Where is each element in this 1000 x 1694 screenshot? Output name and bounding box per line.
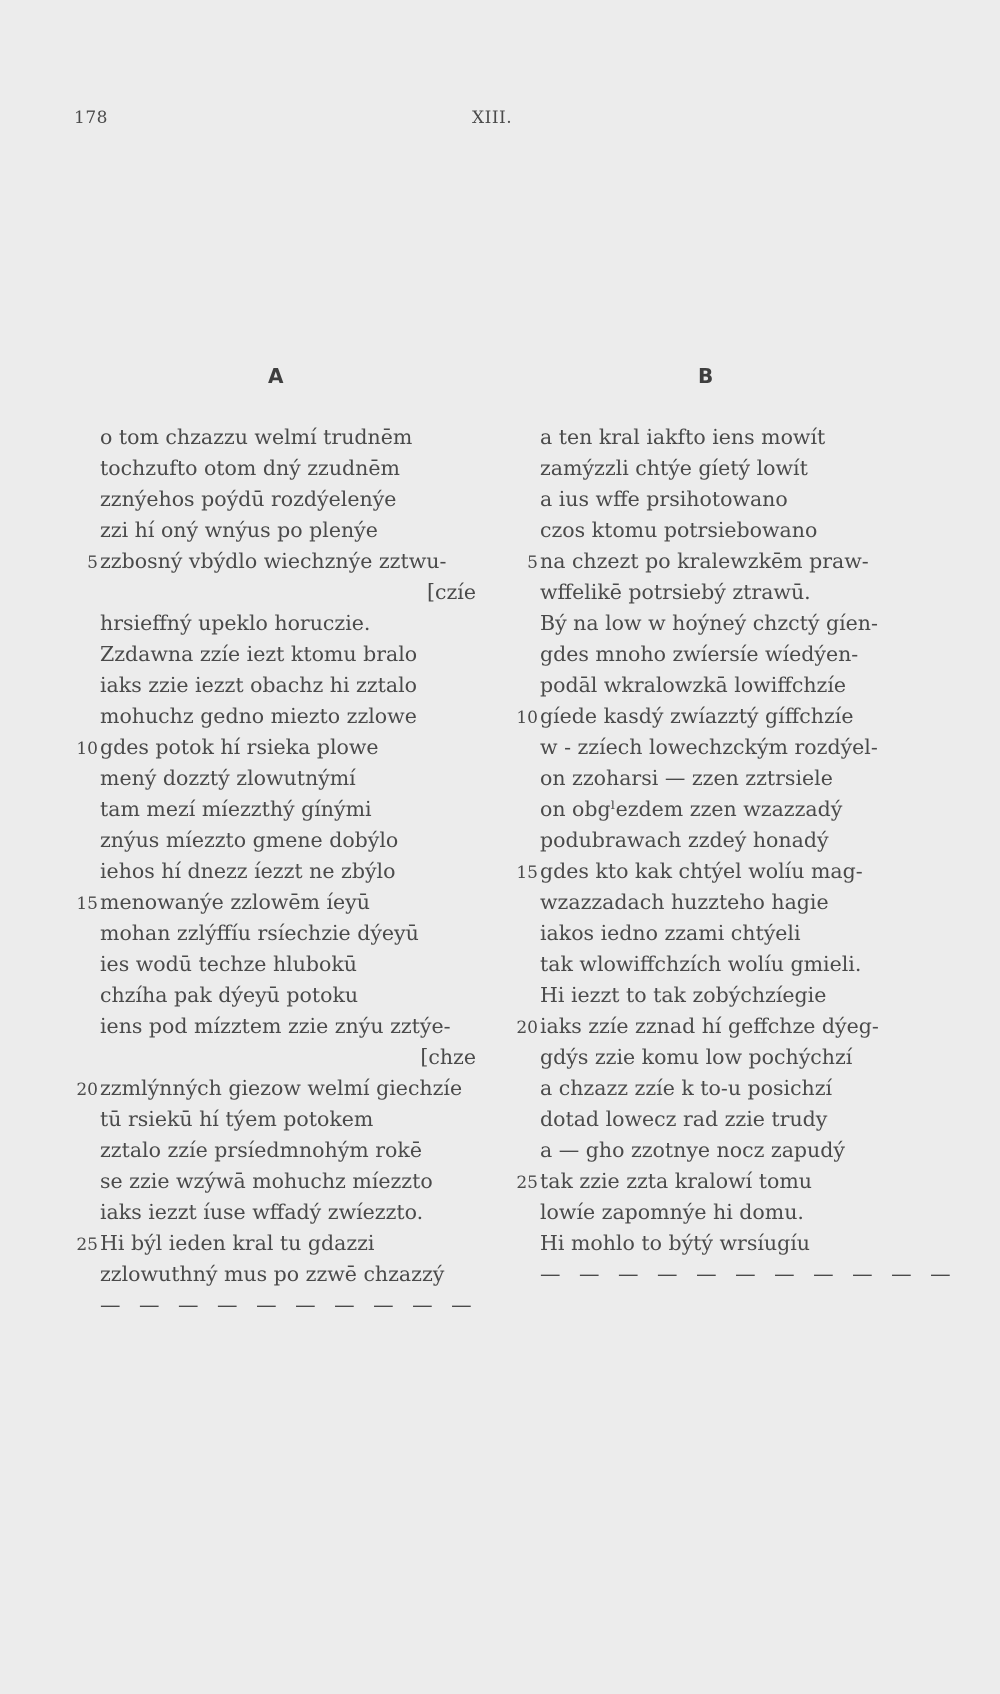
verse-text: w - zzíech lowechzckým rozdýel- (540, 735, 878, 759)
verse-line (60, 1011, 480, 1042)
verse-line (500, 1011, 930, 1042)
verse-line (500, 1135, 930, 1166)
verse-line (60, 1042, 480, 1073)
verse-text: gdýs zzie komu low pochýchzí (540, 1045, 853, 1069)
verse-text: — — — — — — — — — — — (540, 1262, 957, 1286)
verse-line (60, 639, 480, 670)
line-number: 5 (87, 553, 98, 573)
verse-text: iens pod mízztem zzie znýu zztýe- (100, 1014, 451, 1038)
verse-line (60, 1166, 480, 1197)
line-number: 10 (76, 739, 98, 759)
verse-line (500, 1073, 930, 1104)
verse-line (60, 949, 480, 980)
verse-line (500, 1166, 930, 1197)
line-number: 25 (76, 1235, 98, 1255)
verse-line (500, 1104, 930, 1135)
line-number: 5 (527, 553, 538, 573)
verse-text: hrsieffný upeklo horuczie. (100, 611, 371, 635)
verse-line (60, 856, 480, 887)
verse-text: gdes potok hí rsieka plowe (100, 735, 379, 759)
verse-line (500, 608, 930, 639)
verse-line (500, 639, 930, 670)
verse-line (500, 763, 930, 794)
verse-line (60, 608, 480, 639)
verse-text: wzazzadach huzzteho hagie (540, 890, 829, 914)
verse-line (60, 1135, 480, 1166)
verse-line (60, 577, 480, 608)
verse-line (500, 1197, 930, 1228)
verse-text: Hi iezzt to tak zobýchzíegie (540, 983, 827, 1007)
verse-line (500, 887, 930, 918)
verse-text: zzi hí oný wnýus po plenýe (100, 518, 378, 542)
verse-text: iaks zzie iezzt obachz hi zztalo (100, 673, 418, 697)
verse-text: gdes mnoho zwíersíe wíedýen- (540, 642, 859, 666)
verse-text: ies wodū techze hlubokū (100, 952, 358, 976)
verse-line (60, 1228, 480, 1259)
verse-line (500, 515, 930, 546)
line-number: 20 (76, 1080, 98, 1100)
verse-line (60, 1197, 480, 1228)
verse-line (60, 670, 480, 701)
verse-line (500, 453, 930, 484)
verse-text: mohuchz gedno miezto zzlowe (100, 704, 417, 728)
line-number: 15 (76, 894, 98, 914)
line-number: 10 (516, 708, 538, 728)
verse-line (60, 484, 480, 515)
verse-text: se zzie wzýwā mohuchz míezzto (100, 1169, 433, 1193)
verse-line (500, 856, 930, 887)
verse-text: Hi mohlo to býtý wrsíugíu (540, 1231, 810, 1255)
verse-text: dotad lowecz rad zzie trudy (540, 1107, 828, 1131)
verse-text: znýus míezzto gmene dobýlo (100, 828, 399, 852)
verse-line (500, 980, 930, 1011)
verse-text: mohan zzlýffíu rsíechzie dýeyū (100, 921, 419, 945)
verse-text: podāl wkralowzkā lowiffchzíe (540, 673, 847, 697)
verse-text: Zzdawna zzíe iezt ktomu bralo (100, 642, 418, 666)
verse-text: na chzezt po kralewzkēm praw- (540, 549, 869, 573)
verse-text: chzíha pak dýeyū potoku (100, 983, 359, 1007)
verse-text: tam mezí míezzthý gínými (100, 797, 372, 821)
verse-line (60, 1290, 480, 1321)
verse-line (500, 484, 930, 515)
verse-line (60, 1259, 480, 1290)
line-number: 25 (516, 1173, 538, 1193)
verse-text: iaks iezzt íuse wffadý zwíezzto. (100, 1200, 424, 1224)
verse-text: tak wlowiffchzích wolíu gmieli. (540, 952, 862, 976)
column-b-text (500, 422, 957, 1290)
verse-text: Bý na low w hoýneý chzctý gíen- (540, 611, 878, 635)
verse-text: zzlowuthný mus po zzwē chzazzý (100, 1262, 445, 1286)
verse-text: on zzoharsi — zzen zztrsiele (540, 766, 833, 790)
column-a-text (60, 422, 480, 1321)
verse-line (60, 453, 480, 484)
verse-text: zamýzzli chtýe gíetý lowít (540, 456, 808, 480)
verse-line (60, 701, 480, 732)
verse-text: zznýehos poýdū rozdýelenýe (100, 487, 397, 511)
verse-text: Hi býl ieden kral tu gdazzi (100, 1231, 375, 1255)
verse-line (500, 1228, 930, 1259)
verse-line (60, 1073, 480, 1104)
verse-text: zztalo zzíe prsíedmnohým rokē (100, 1138, 422, 1162)
verse-text: a — gho zzotnye nocz zapudý (540, 1138, 845, 1162)
verse-text: tochzufto otom dný zzudnēm (100, 456, 400, 480)
verse-text: mený dozztý zlowutnýmí (100, 766, 356, 790)
verse-text: iaks zzíe zznad hí geffchze dýeg- (540, 1014, 879, 1038)
verse-line (500, 1259, 957, 1290)
verse-text: [czíe (427, 580, 476, 604)
verse-text: menowanýe zzlowēm íeyū (100, 890, 370, 914)
verse-line (500, 949, 930, 980)
verse-text: a ius wffe prsihotowano (540, 487, 788, 511)
verse-line (500, 1042, 930, 1073)
verse-line (60, 422, 480, 453)
verse-text: o tom chzazzu welmí trudnēm (100, 425, 413, 449)
verse-line (60, 918, 480, 949)
column-b-heading: B (698, 364, 714, 388)
verse-text: — — — — — — — — — — (100, 1293, 478, 1317)
verse-line (60, 546, 480, 577)
verse-text: zzbosný vbýdlo wiechznýe zztwu- (100, 549, 447, 573)
verse-text: gíede kasdý zwíazztý gíffchzíe (540, 704, 854, 728)
verse-line (500, 670, 930, 701)
verse-text: iehos hí dnezz íezzt ne zbýlo (100, 859, 396, 883)
verse-line (500, 918, 930, 949)
line-number: 15 (516, 863, 538, 883)
verse-text: tū rsiekū hí týem potokem (100, 1107, 374, 1131)
verse-text: zzmlýnných giezow welmí giechzíe (100, 1076, 463, 1100)
verse-line (60, 763, 480, 794)
verse-text: [chze (420, 1045, 476, 1069)
verse-text: lowíe zapomnýe hi domu. (540, 1200, 804, 1224)
verse-text: on obgˡezdem zzen wzazzadý (540, 797, 843, 821)
verse-text: podubrawach zzdeý honadý (540, 828, 829, 852)
verse-line (60, 887, 480, 918)
verse-line (500, 732, 930, 763)
verse-line (500, 546, 930, 577)
verse-text: wffelikē potrsiebý ztrawū. (540, 580, 811, 604)
verse-line (500, 701, 930, 732)
verse-text: tak zzie zzta kralowí tomu (540, 1169, 812, 1193)
verse-line (500, 794, 930, 825)
verse-text: a ten kral iakfto iens mowít (540, 425, 826, 449)
verse-text: czos ktomu potrsiebowano (540, 518, 818, 542)
verse-line (500, 422, 930, 453)
verse-line (500, 825, 930, 856)
line-number: 20 (516, 1018, 538, 1038)
verse-line (60, 515, 480, 546)
verse-text: a chzazz zzíe k to-u posichzí (540, 1076, 833, 1100)
verse-line (60, 794, 480, 825)
verse-line (60, 1104, 480, 1135)
column-a-heading: A (268, 364, 284, 388)
verse-line (60, 825, 480, 856)
verse-text: gdes kto kak chtýel wolíu mag- (540, 859, 863, 883)
verse-line (60, 980, 480, 1011)
verse-line (500, 577, 930, 608)
chapter-number: XIII. (472, 108, 513, 128)
page-number: 178 (74, 108, 108, 128)
verse-text: iakos iedno zzami chtýeli (540, 921, 801, 945)
verse-line (60, 732, 480, 763)
